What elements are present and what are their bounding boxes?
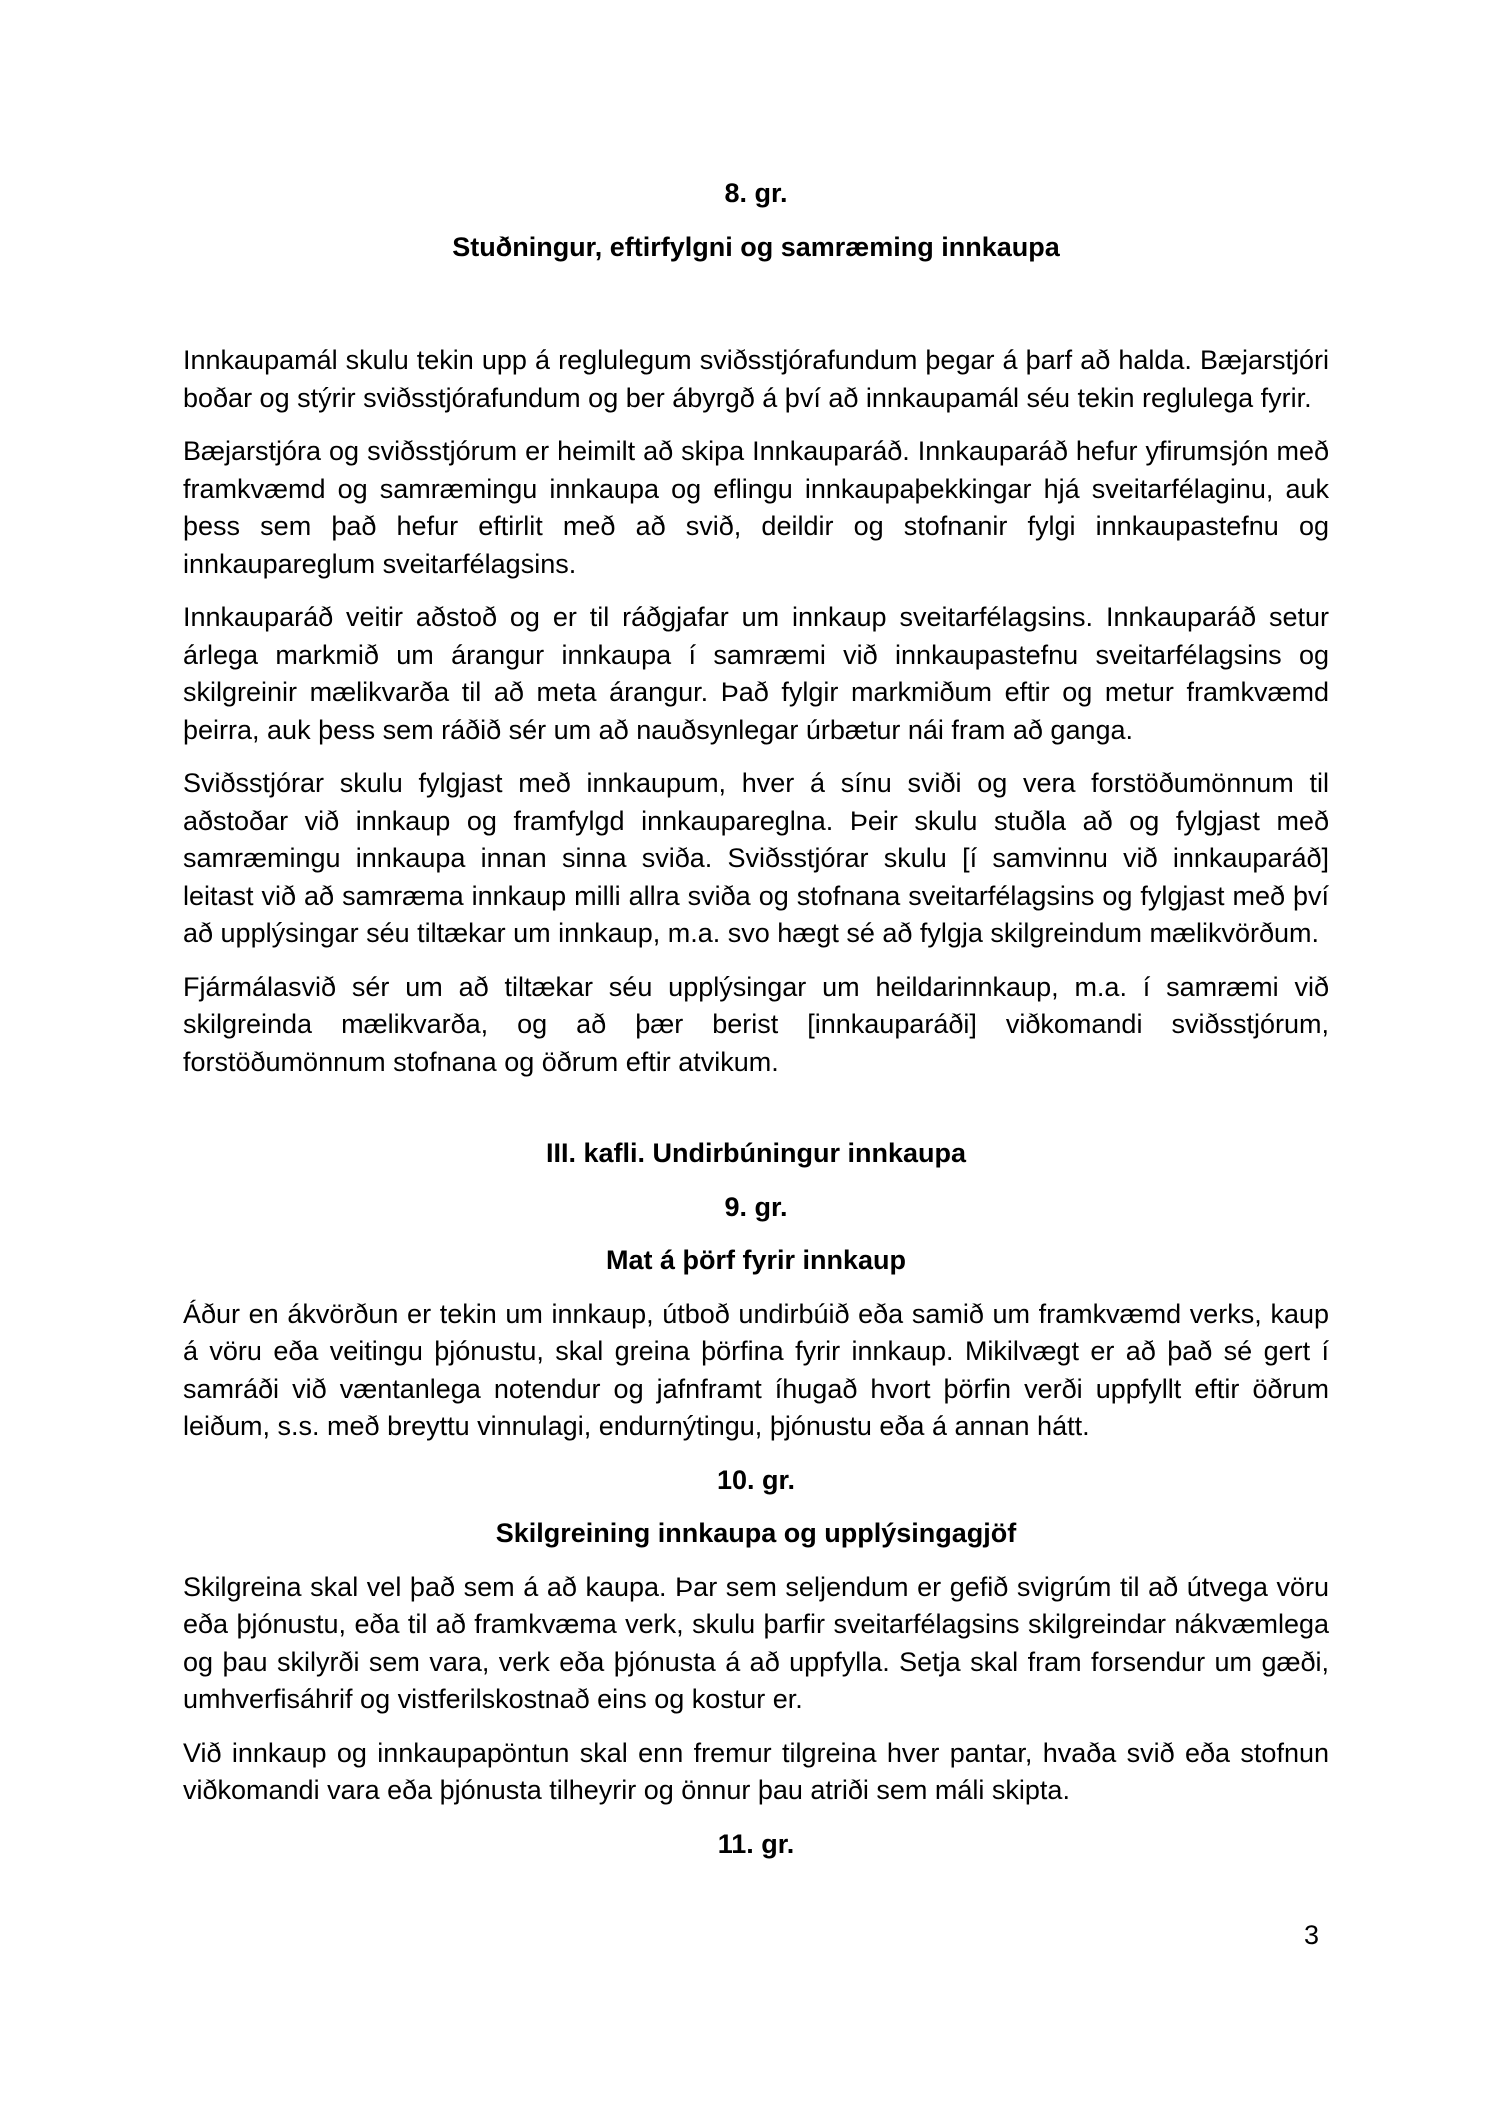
article-8-paragraph-4: Sviðsstjórar skulu fylgjast með innkaupum, hver á sínu sviði og vera forstöðumönnum til aðstoðar við innkaup og framfylgd innkaupareglna. Þeir skulu stuðla að og fylgjast með samræmingu innkaupa innan sinna sviða. Sviðsstjórar skulu [í samvinnu við innkauparáð] leitast við að samræma innkaup milli allra sviða og stofnana sveitarfélagsins og fylgjast með því að upplýsingar séu tiltækar um innkaup, m.a. svo hægt sé að fylgja skilgreindum mælikvörðum. [183,768,1329,948]
spacer [183,1097,1329,1135]
article-9-number: 9. gr. [724,1191,788,1222]
article-10-title: Skilgreining innkaupa og upplýsingagjöf [495,1518,1017,1548]
article-9-title: Mat á þörf fyrir innkaup [605,1245,907,1275]
chapter-3-title: III. kafli. Undirbúningur innkaupa [545,1138,967,1168]
article-11-number: 11. gr. [717,1828,795,1859]
spacer [183,282,1329,342]
article-10-paragraph-2: Við innkaup og innkaupapöntun skal enn fremur tilgreina hver pantar, hvaða svið eða stofnun viðkomandi vara eða þjónusta tilheyrir og önnur þau atriði sem máli skipta. [183,1737,1329,1805]
article-8-title: Stuðningur, eftirfylgni og samræming innkaupa [452,231,1060,262]
article-8-paragraph-3: Innkauparáð veitir aðstoð og er til ráðgjafar um innkaup sveitarfélagsins. Innkauparáð setur árlega markmið um árangur innkaupa í samræmi við innkaupastefnu sveitarfélagsins og skilgreinir mælikvarða til að meta árangur. Það fylgir markmiðum eftir og metur framkvæmd þeirra, auk þess sem ráðið sér um að nauðsynlegar úrbætur nái fram að ganga. [183,602,1329,745]
document-content [183,175,1329,1955]
article-8-paragraph-1: Innkaupamál skulu tekin upp á reglulegum sviðsstjórafundum þegar á þarf að halda. Bæjarstjóri boðar og stýrir sviðsstjórafundum og ber ábyrgð á því að innkaupamál séu tekin reglulega fyrir. [183,345,1329,413]
article-9-paragraph-1: Áður en ákvörðun er tekin um innkaup, útboð undirbúið eða samið um framkvæmd verks, kaup á vöru eða veitingu þjónustu, skal greina þörfina fyrir innkaup. Mikilvægt er að það sé gert í samráði við væntanlega notendur og jafnframt íhugað hvort þörfin verði uppfyllt eftir öðrum leiðum, s.s. með breyttu vinnulagi, endurnýtingu, þjónustu eða á annan hátt. [183,1298,1329,1441]
article-8-paragraph-5: Fjármálasvið sér um að tiltækar séu upplýsingar um heildarinnkaup, m.a. í samræmi við skilgreinda mælikvarða, og að þær berist [innkauparáði] viðkomandi sviðsstjórum, forstöðumönnum stofnana og öðrum eftir atvikum. [183,971,1329,1077]
article-8-paragraph-2: Bæjarstjóra og sviðsstjórum er heimilt að skipa Innkauparáð. Innkauparáð hefur yfirumsjón með framkvæmd og samræmingu innkaupa og eflingu innkaupaþekkingar hjá sveitarfélaginu, auk þess sem það hefur eftirlit með að svið, deildir og stofnanir fylgi innkaupastefnu og innkaupareglum sveitarfélagsins. [183,436,1329,579]
article-10-number: 10. gr. [716,1464,796,1495]
article-10-paragraph-1: Skilgreina skal vel það sem á að kaupa. Þar sem seljendum er gefið svigrúm til að útvega vöru eða þjónustu, eða til að framkvæma verk, skulu þarfir sveitarfélagsins skilgreindar nákvæmlega og þau skilyrði sem vara, verk eða þjónusta á að uppfylla. Setja skal fram forsendur um gæði, umhverfisáhrif og vistferilskostnað eins og kostur er. [183,1571,1329,1714]
page-number: 3 [1303,1920,1319,1950]
article-8-number: 8. gr. [724,178,788,208]
